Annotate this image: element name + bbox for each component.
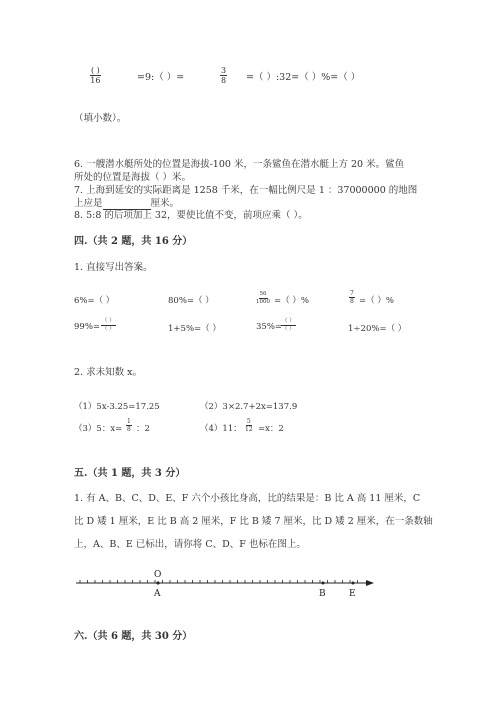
q8-line: 8. 5:8 的后项加上 32，要使比值不变，前项应乘（ ）。 [74, 210, 308, 221]
point-a [157, 582, 160, 585]
calc-6-percent: 6%=（ ） [74, 296, 115, 306]
equation-3-rest: ：2 [136, 424, 150, 434]
q6-line-1: 6. 一艘潜水艇所处的位置是海拔-100 米，一条鲨鱼在潜水艇上方 20 米。鲨鱼 [74, 159, 405, 170]
denominator: （ ） [102, 325, 115, 332]
point-b [322, 582, 325, 585]
equation-4-rest: =x：2 [258, 424, 284, 434]
equation-3: （3）5：x= [74, 424, 123, 434]
fraction-5-over-12 [245, 418, 253, 433]
equation-2: （2）3×2.7+2x=137.9 [200, 402, 298, 412]
calc-1-div-20-percent: 1÷20%=（ ） [348, 324, 407, 334]
fraction-56-over-1000 [256, 291, 270, 305]
numerator: 5 [246, 418, 251, 425]
numerator: ( ) [91, 66, 100, 75]
q7-text-b: 厘米。 [150, 198, 180, 209]
numerator: 3 [221, 66, 227, 75]
s5-q1-line-2: 比 D 矮 1 厘米，E 比 B 高 2 厘米，F 比 B 矮 7 厘米，比 D 矮 2 厘米，在一条数轴 [74, 516, 433, 527]
section-6-title: 六.（共 6 题，共 30 分） [74, 631, 193, 642]
equation-1: （1）5x-3.25=17.25 [74, 402, 160, 412]
q6-line-2: 所处的位置是海拔（ ）米。 [74, 172, 192, 183]
equation-4: （4）11： [200, 424, 242, 434]
calc-80-percent: 80%=（ ） [168, 296, 214, 306]
label-e: E [349, 589, 356, 599]
s4-q2-title: 2. 求未知数 x。 [74, 367, 142, 378]
fraction-3-over-8 [220, 66, 227, 85]
denominator: 1000 [256, 298, 270, 305]
numerator: （ ） [102, 318, 115, 324]
denominator: 16 [90, 76, 101, 85]
point-e [352, 582, 355, 585]
q7-line-1: 7. 上海到延安的实际距离是 1258 千米，在一幅比例尺是 1 ：37000000 的地图 [74, 185, 418, 196]
fraction-blank-over-blank [281, 318, 296, 332]
numerator: 56 [259, 291, 267, 297]
denominator: （ ） [282, 325, 295, 332]
fraction-1-over-8 [126, 418, 132, 433]
s5-q1-line-3: 上，A、B、E 已标出，请你将 C、D、F 也标在图上。 [74, 539, 306, 550]
numerator: （ ） [282, 318, 295, 324]
calc-99-percent: 99%= [74, 322, 101, 332]
label-origin: O [154, 570, 162, 580]
denominator: 8 [350, 298, 354, 305]
calc-7-8-rest: =（ ）% [359, 296, 394, 306]
denominator: 8 [127, 426, 131, 433]
origin-point [157, 582, 160, 585]
q7-text-a: 上应是 [74, 198, 103, 209]
s5-q1-line-1: 1. 有 A、B、C、D、E、F 六个小孩比身高，比的结果是：B 比 A 高 11 厘米，C [74, 493, 421, 504]
fraction-7-over-8 [349, 290, 355, 305]
equation-part-b: =（ ）:32=（ ）%=（ ） [246, 72, 361, 83]
calc-35-percent: 35%= [256, 322, 283, 332]
denominator: 8 [221, 76, 227, 85]
numerator: 7 [350, 290, 354, 297]
calc-56-rest: =（ ）% [274, 296, 309, 306]
denominator: 12 [245, 426, 253, 433]
number-line-ticks [80, 580, 358, 583]
fraction-blank-over-16 [90, 66, 101, 85]
fraction-blank-over-blank [101, 318, 116, 332]
numerator: 1 [127, 418, 131, 425]
fill-decimal-note: （填小数）。 [74, 113, 127, 124]
label-a: A [154, 589, 161, 599]
section-4-title: 四.（共 2 题，共 16 分） [74, 236, 193, 247]
calc-1-plus-5-percent: 1+5%=（ ） [168, 324, 221, 334]
section-5-title: 五.（共 1 题，共 3 分） [74, 468, 186, 479]
equation-part-a: =9:（ ）= [137, 72, 185, 83]
s4-q1-title: 1. 直接写出答案。 [74, 262, 153, 273]
label-b: B [319, 589, 326, 599]
arrow-right-icon [366, 580, 374, 586]
